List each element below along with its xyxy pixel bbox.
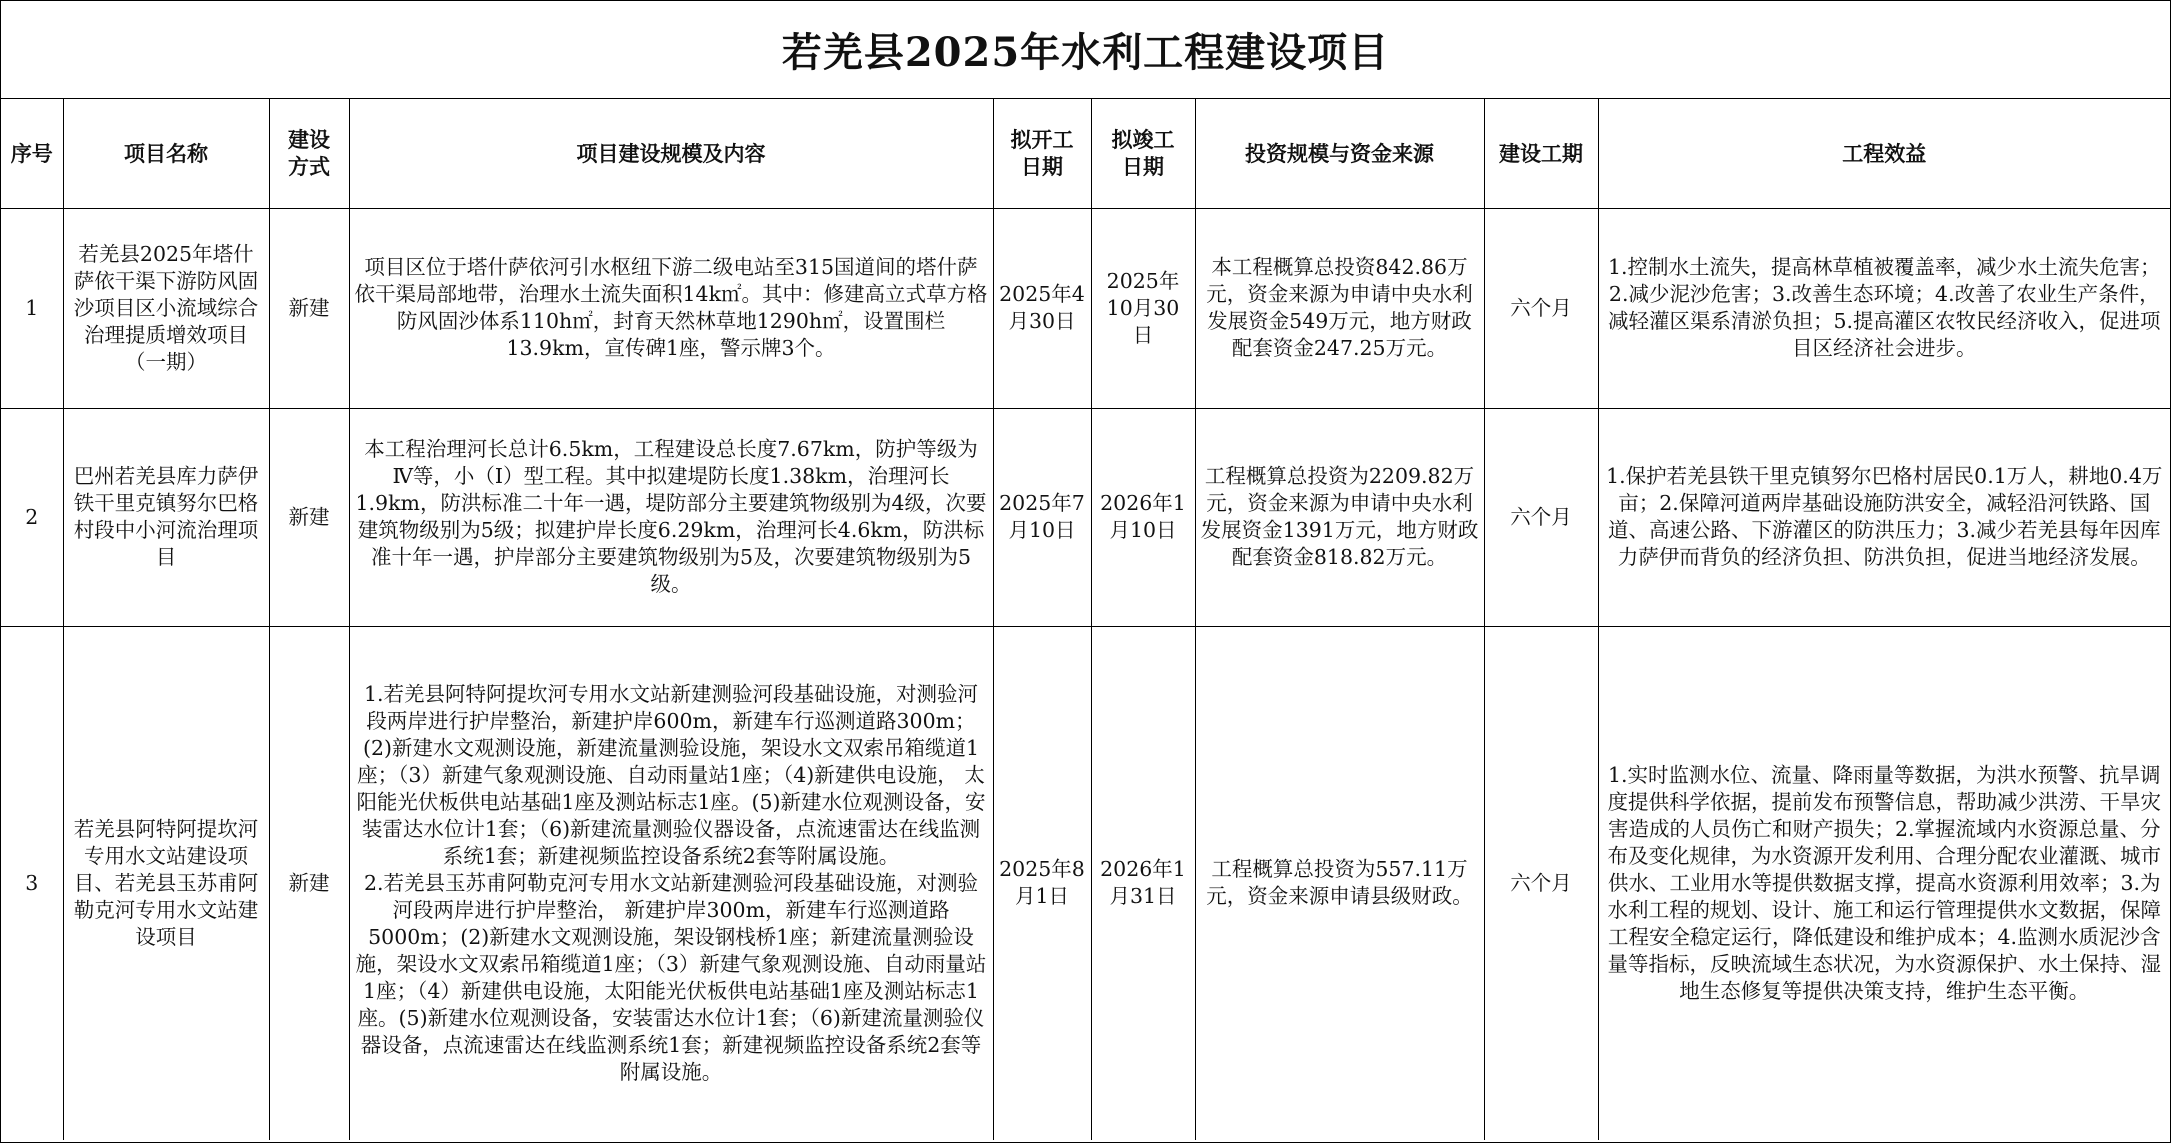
cell-method: 新建	[269, 626, 349, 1140]
cell-investment: 本工程概算总投资842.86万元，资金来源为申请中央水利发展资金549万元，地方财政配套资金247.25万元。	[1195, 208, 1484, 408]
cell-scale: 本工程治理河长总计6.5km，工程建设总长度7.67km，防护等级为Ⅳ等，小（Ⅰ）型工程。其中拟建堤防长度1.38km，治理河长1.9km，防洪标准二十年一遇，堤防部分主要建筑物级别为4级，次要建筑物级别为5级；拟建护岸长度6.29km，治理河长4.6km，防洪标准十年一遇，护岸部分主要建筑物级别为5及，次要建筑物级别为5级。	[349, 408, 993, 626]
cell-index: 3	[1, 626, 63, 1140]
cell-start-date: 2025年4月30日	[993, 208, 1091, 408]
cell-scale: 项目区位于塔什萨依河引水枢纽下游二级电站至315国道间的塔什萨依干渠局部地带，治理水土流失面积14k㎡。其中：修建高立式草方格防风固沙体系110h㎡，封育天然林草地1290h㎡，设置围栏13.9km，宣传碑1座，警示牌3个。	[349, 208, 993, 408]
cell-investment: 工程概算总投资为557.11万元，资金来源申请县级财政。	[1195, 626, 1484, 1140]
table-header-row	[1, 99, 2170, 208]
cell-end-date: 2026年1月31日	[1091, 626, 1195, 1140]
cell-index: 1	[1, 208, 63, 408]
cell-benefit: 1.保护若羌县铁干里克镇努尔巴格村居民0.1万人，耕地0.4万亩；2.保障河道两岸基础设施防洪安全，减轻沿河铁路、国道、高速公路、下游灌区的防洪压力；3.减少若羌县每年因库力萨伊而背负的经济负担、防洪负担，促进当地经济发展。	[1598, 408, 2170, 626]
cell-scale: 1.若羌县阿特阿提坎河专用水文站新建测验河段基础设施，对测验河段两岸进行护岸整治，新建护岸600m，新建车行巡测道路300m；(2)新建水文观测设施，新建流量测验设施，架设水文双索吊箱缆道1座；（3）新建气象观测设施、自动雨量站1座；（4)新建供电设施， 太阳能光伏板供电站基础1座及测站标志1座。(5)新建水位观测设备，安装雷达水位计1套；（6)新建流量测验仪器设备，点流速雷达在线监测系统1套；新建视频监控设备系统2套等附属设施。 2.若羌县玉苏甫阿勒克河专用水文站新建测验河段基础设施，对测验河段两岸进行护岸整治， 新建护岸300m，新建车行巡测道路5000m；(2)新建水文观测设施，架设钢栈桥1座；新建流量测验设施，架设水文双索吊箱缆道1座；（3）新建气象观测设施、自动雨量站1座；（4）新建供电设施，太阳能光伏板供电站基础1座及测站标志1座。(5)新建水位观测设备，安装雷达水位计1套；（6)新建流量测验仪器设备，点流速雷达在线监测系统1套；新建视频监控设备系统2套等附属设施。	[349, 626, 993, 1140]
cell-start-date: 2025年8月1日	[993, 626, 1091, 1140]
header-scale: 项目建设规模及内容	[349, 99, 993, 208]
table-row	[1, 626, 2170, 1140]
cell-period: 六个月	[1484, 408, 1598, 626]
cell-project-name: 若羌县阿特阿提坎河专用水文站建设项目、若羌县玉苏甫阿勒克河专用水文站建设项目	[63, 626, 269, 1140]
cell-end-date: 2026年1月10日	[1091, 408, 1195, 626]
cell-method: 新建	[269, 208, 349, 408]
cell-end-date: 2025年10月30日	[1091, 208, 1195, 408]
cell-project-name: 若羌县2025年塔什萨依干渠下游防风固沙项目区小流域综合治理提质增效项目（一期）	[63, 208, 269, 408]
header-index: 序号	[1, 99, 63, 208]
header-name: 项目名称	[63, 99, 269, 208]
header-period: 建设工期	[1484, 99, 1598, 208]
cell-benefit: 1.控制水土流失，提高林草植被覆盖率，减少水土流失危害；2.减少泥沙危害；3.改善生态环境；4.改善了农业生产条件，减轻灌区渠系清淤负担；5.提高灌区农牧民经济收入，促进项目区经济社会进步。	[1598, 208, 2170, 408]
header-start-date: 拟开工 日期	[993, 99, 1091, 208]
table-row	[1, 408, 2170, 626]
cell-period: 六个月	[1484, 208, 1598, 408]
header-benefit: 工程效益	[1598, 99, 2170, 208]
title-bar	[1, 1, 2170, 99]
table-row	[1, 208, 2170, 408]
header-method: 建设 方式	[269, 99, 349, 208]
cell-project-name: 巴州若羌县库力萨伊铁干里克镇努尔巴格村段中小河流治理项目	[63, 408, 269, 626]
cell-index: 2	[1, 408, 63, 626]
cell-investment: 工程概算总投资为2209.82万元，资金来源为申请中央水利发展资金1391万元，地方财政配套资金818.82万元。	[1195, 408, 1484, 626]
cell-period: 六个月	[1484, 626, 1598, 1140]
project-table	[1, 99, 2170, 1140]
cell-method: 新建	[269, 408, 349, 626]
header-end-date: 拟竣工 日期	[1091, 99, 1195, 208]
cell-benefit: 1.实时监测水位、流量、降雨量等数据，为洪水预警、抗旱调度提供科学依据，提前发布预警信息，帮助减少洪涝、干旱灾害造成的人员伤亡和财产损失；2.掌握流域内水资源总量、分布及变化规律，为水资源开发利用、合理分配农业灌溉、城市供水、工业用水等提供数据支撑，提高水资源利用效率；3.为水利工程的规划、设计、施工和运行管理提供水文数据，保障工程安全稳定运行，降低建设和维护成本；4.监测水质泥沙含量等指标，反映流域生态状况，为水资源保护、水土保持、湿地生态修复等提供决策支持，维护生态平衡。	[1598, 626, 2170, 1140]
cell-start-date: 2025年7月10日	[993, 408, 1091, 626]
header-investment: 投资规模与资金来源	[1195, 99, 1484, 208]
page-title: 若羌县2025年水利工程建设项目	[781, 29, 1390, 76]
